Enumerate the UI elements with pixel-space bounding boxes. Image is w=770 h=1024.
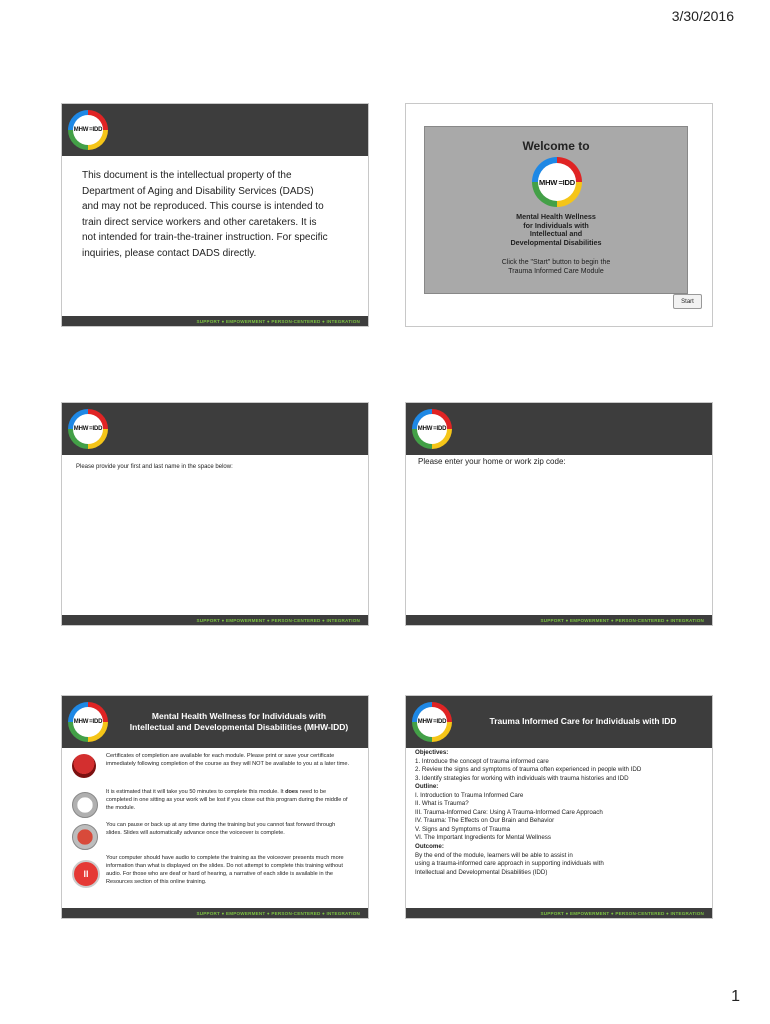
objectives-label: Objectives:: [415, 749, 449, 756]
footer-text: SUPPORT ● EMPOWERMENT ● PERSON-CENTERED ● INTEGRATION: [540, 617, 704, 623]
slide-name-entry: [61, 402, 369, 626]
info-text: [106, 788, 351, 812]
start-button[interactable]: Start: [673, 294, 702, 309]
outline-item: VI. The Important Ingredients for Mental Wellness: [415, 834, 551, 842]
info-text: Certificates of completion are available for each module. Please print or save your certificate immediately following completion of the course as they will NOT be available to you at a later time.: [106, 753, 350, 768]
logo-text: MHW =IDD: [73, 115, 103, 145]
outcome-label: Outcome:: [415, 843, 444, 851]
welcome-panel: [424, 126, 688, 294]
footer-text: SUPPORT ● EMPOWERMENT ● PERSON-CENTERED ● INTEGRATION: [196, 318, 360, 324]
intellectual-property-text: This document is the intellectual property of the Department of Aging and Disability Services (DADS) and may not be reproduced. This course is intended to train direct service workers and other caretakers. It is not intended for train-the-trainer instruction. For specific inquiries, please contact DADS directly.: [82, 170, 328, 259]
zip-prompt: Please enter your home or work zip code:: [418, 457, 566, 466]
slide-header: [62, 696, 368, 748]
logo-text: MHW =IDD: [538, 163, 576, 201]
slide-footer: [406, 908, 712, 918]
slide-title: [114, 696, 364, 748]
program-name: [425, 213, 687, 248]
slide-trauma-overview: [405, 695, 713, 919]
program-name-line: Mental Health Wellness: [516, 212, 596, 221]
instruction-line: Click the "Start" button to begin the: [501, 259, 611, 266]
slide-course-info: [61, 695, 369, 919]
page-number: 1: [731, 988, 740, 1005]
mhw-idd-logo: [68, 702, 108, 742]
sound-icon: [72, 824, 98, 850]
module-overview: [415, 749, 707, 877]
slide-footer: [62, 316, 368, 326]
logo-text: MHW =IDD: [417, 707, 447, 737]
page-date: 3/30/2016: [671, 8, 734, 24]
instruction-line: Trauma Informed Care Module: [508, 268, 604, 276]
info-text: You can pause or back up at any time during the training but you cannot fast forward through slides. Slides will automatically advance once the voiceover is complete.: [106, 822, 336, 837]
slide-header: [406, 696, 712, 748]
slide-welcome: [405, 103, 713, 327]
info-text-part: need to be completed in one sitting as your work will be lost if you close out this program during the middle of the module.: [106, 789, 348, 812]
logo-text: MHW =IDD: [417, 414, 447, 444]
outline-item: III. Trauma-Informed Care: Using A Trauma-Informed Care Approach: [415, 808, 603, 816]
ribbon-icon: [72, 754, 96, 778]
outline-item: I. Introduction to Trauma Informed Care: [415, 791, 524, 799]
footer-text: SUPPORT ● EMPOWERMENT ● PERSON-CENTERED ● INTEGRATION: [540, 910, 704, 916]
slide-footer: [406, 615, 712, 625]
program-name-line: for Individuals with: [523, 220, 589, 230]
logo-text: MHW =IDD: [73, 707, 103, 737]
outline-item: II. What is Trauma?: [415, 800, 469, 808]
slide-title-line: Mental Health Wellness for Individuals with: [151, 710, 327, 721]
slide-intellectual-property: [61, 103, 369, 327]
objective-item: 3. Identify strategies for working with individuals with trauma histories and IDD: [415, 774, 629, 782]
welcome-title: Welcome to: [522, 139, 590, 153]
slide-title-line: Intellectual and Developmental Disabilities (MHW-IDD): [129, 722, 349, 732]
logo-text: MHW =IDD: [73, 414, 103, 444]
name-prompt: Please provide your first and last name in the space below:: [76, 464, 233, 470]
footer-text: SUPPORT ● EMPOWERMENT ● PERSON-CENTERED ● INTEGRATION: [196, 910, 360, 916]
slide-header: [406, 403, 712, 455]
mhw-idd-logo: [412, 409, 452, 449]
info-text: Your computer should have audio to complete the training as the voiceover presents much more information than what is displayed on the slides. Do not attempt to complete this training without audio. For those who are deaf or hard of hearing, a narrative of each slide is available in the Resources section of this online training.: [106, 855, 344, 886]
mhw-idd-logo: [532, 157, 582, 207]
clock-icon: [72, 792, 98, 818]
footer-text: SUPPORT ● EMPOWERMENT ● PERSON-CENTERED ● INTEGRATION: [196, 617, 360, 623]
outline-item: V. Signs and Symptoms of Trauma: [415, 825, 511, 833]
outcome-line: Intellectual and Developmental Disabilities (IDD): [415, 868, 548, 876]
start-instructions: [425, 258, 687, 277]
slide-footer: [62, 615, 368, 625]
slide-footer: [62, 908, 368, 918]
info-text-part: It is estimated that it will take you 50 minutes to complete this module. It: [106, 789, 286, 795]
objective-item: 2. Review the signs and symptoms of trauma often experienced in people with IDD: [415, 766, 642, 774]
slide-title: Trauma Informed Care for Individuals with IDD: [489, 716, 677, 727]
outline-item: IV. Trauma: The Effects on Our Brain and Behavior: [415, 817, 555, 825]
outcome-line: using a trauma-informed care approach in supporting individuals with: [415, 860, 604, 868]
slide-header: [62, 104, 368, 156]
pause-icon: ll: [72, 860, 100, 888]
slide-zip-entry: [405, 402, 713, 626]
outline-label: Outline:: [415, 783, 439, 791]
mhw-idd-logo: [68, 110, 108, 150]
program-name-line: Intellectual and: [529, 229, 583, 239]
mhw-idd-logo: [412, 702, 452, 742]
objective-item: 1. Introduce the concept of trauma informed care: [415, 757, 549, 765]
outcome-line: By the end of the module, learners will be able to assist in: [415, 851, 573, 859]
mhw-idd-logo: [68, 409, 108, 449]
program-name-line: Developmental Disabilities: [510, 237, 602, 247]
slide-header: [62, 403, 368, 455]
info-text-bold: does: [285, 789, 299, 795]
